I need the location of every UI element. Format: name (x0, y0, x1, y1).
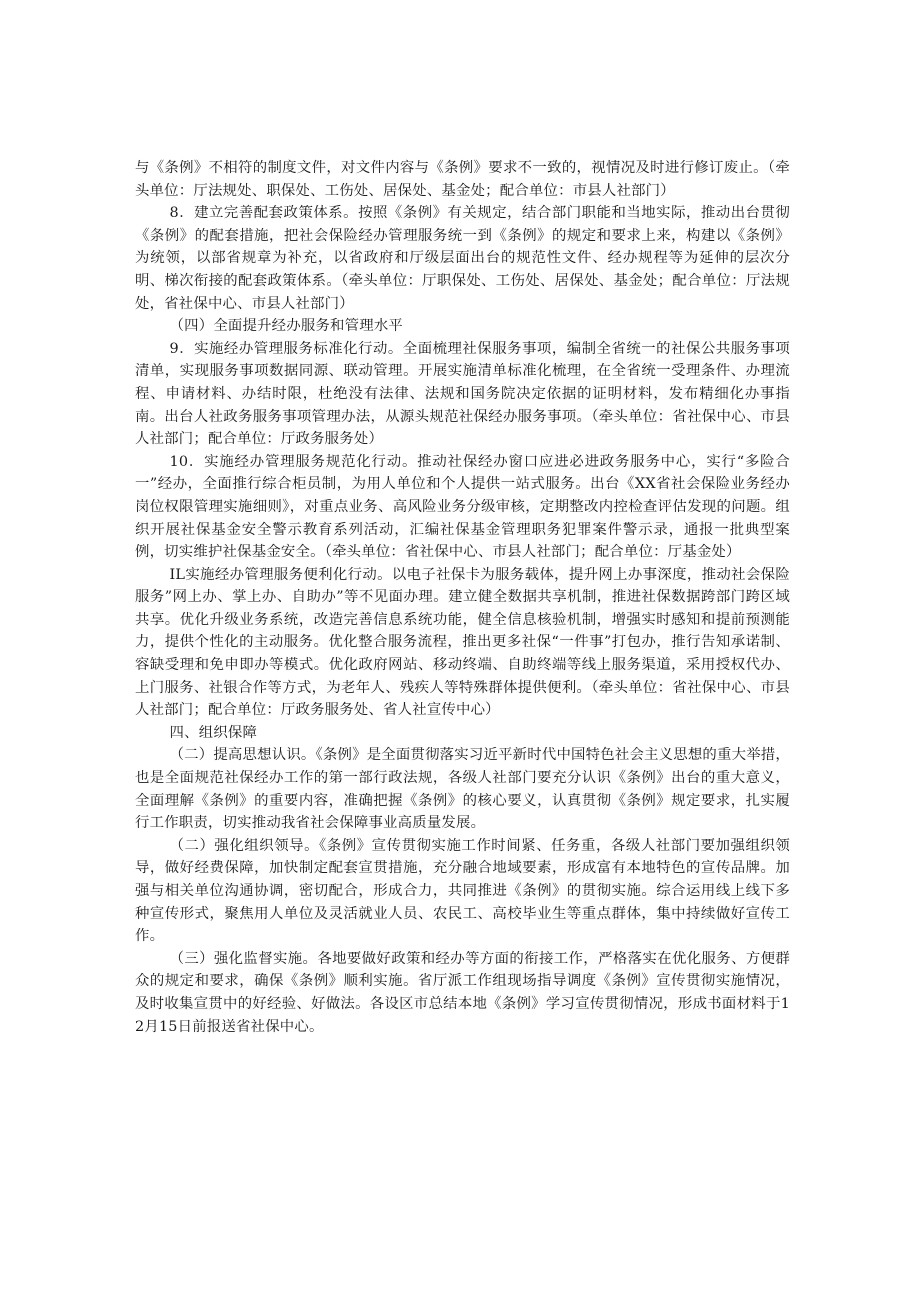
paragraph-continuation: 与《条例》不相符的制度文件，对文件内容与《条例》要求不一致的，视情况及时进行修订废止。（牵头单位：厅法规处、职保处、工伤处、居保处、基金处；配合单位：市县人社部门） (135, 160, 790, 199)
paragraph-item-11: IL实施经办管理服务便利化行动。以电子社保卡为服务载体，提升网上办事深度，推动社会保险服务”网上办、掌上办、自助办”等不见面办理。建立健全数据共享机制，推进社保数据跨部门跨区域共享。优化升级业务系统，改造完善信息系统功能，健全信息核验机制，增强实时感知和提前预测能力，提供个性化的主动服务。优化整合服务流程，推出更多社保“一件事”打包办，推行告知承诺制、容缺受理和免申即办等模式。优化政府网站、移动终端、自助终端等线上服务渠道，采用授权代办、上门服务、社银合作等方式，为老年人、残疾人等特殊群体提供便利。（牵头单位：省社保中心、市县人社部门；配合单位：厅政务服务处、省人社宣传中心） (135, 566, 790, 719)
paragraph-guarantee-1: （二）提高思想认识。《条例》是全面贯彻落实习近平新时代中国特色社会主义思想的重大举措，也是全面规范社保经办工作的第一部行政法规，各级人社部门要充分认识《条例》出台的重大意义，全面理解《条例》的重要内容，准确把握《条例》的核心要义，认真贯彻《条例》规定要求，扎实履行工作职责，切实推动我省社会保障事业高质量发展。 (135, 747, 790, 832)
subsection-heading: （四）全面提升经办服务和管理水平 (169, 318, 403, 335)
paragraph-item-8: 8．建立完善配套政策体系。按照《条例》有关规定，结合部门职能和当地实际，推动出台贯彻《条例》的配套措施，把社会保险经办管理服务统一到《条例》的规定和要求上来，构建以《条例》为统领，以部省规章为补充，以省政府和厅级层面出台的规范性文件、经办规程等为延伸的层次分明、梯次衔接的配套政策体系。（牵头单位：厅职保处、工伤处、居保处、基金处；配合单位：厅法规处，省社保中心、市县人社部门） (135, 205, 790, 312)
paragraph-guarantee-2: （二）强化组织领导。《条例》宣传贯彻实施工作时间紧、任务重，各级人社部门要加强组织领导，做好经费保障，加快制定配套宣贯措施，充分融合地域要素，形成富有本地特色的宣传品牌。加强与相关单位沟通协调，密切配合，形成合力，共同推进《条例》的贯彻实施。综合运用线上线下多种宣传形式，聚焦用人单位及灵活就业人员、农民工、高校毕业生等重点群体，集中持续做好宣传工作。 (135, 837, 790, 945)
paragraph-item-10: 10．实施经办管理服务规范化行动。推动社保经办窗口应进必进政务服务中心，实行“多险合一”经办，全面推行综合柜员制，为用人单位和个人提供一站式服务。出台《XX省社会保险业务经办岗位权限管理实施细则》，对重点业务、高风险业务分级审核，定期整改内控检查评估发现的问题。组织开展社保基金安全警示教育系列活动，汇编社保基金管理职务犯罪案件警示录，通报一批典型案例，切实维护社保基金安全。（牵头单位：省社保中心、市县人社部门；配合单位：厅基金处） (135, 453, 790, 561)
section-heading: 四、组织保障 (169, 724, 258, 741)
paragraph-item-9: 9．实施经办管理服务标准化行动。全面梳理社保服务事项，编制全省统一的社保公共服务事项清单，实现服务事项数据同源、联动管理。开展实施清单标准化梳理，在全省统一受理条件、办理流程、申请材料、办结时限，杜绝没有法律、法规和国务院决定依据的证明材料，发布精细化办事指南。出台人社政务服务事项管理办法，从源头规范社保经办服务事项。（牵头单位：省社保中心、市县人社部门；配合单位：厅政务服务处） (135, 340, 790, 448)
paragraph-guarantee-3: （三）强化监督实施。各地要做好政策和经办等方面的衔接工作，严格落实在优化服务、方便群众的规定和要求，确保《条例》顺利实施。省厅派工作组现场指导调度《条例》宣传贯彻实施情况，及时收集宣贯中的好经验、好做法。各设区市总结本地《条例》学习宣传贯彻情况，形成书面材料于12月15日前报送省社保中心。 (135, 950, 790, 1035)
document-body (135, 157, 790, 1038)
